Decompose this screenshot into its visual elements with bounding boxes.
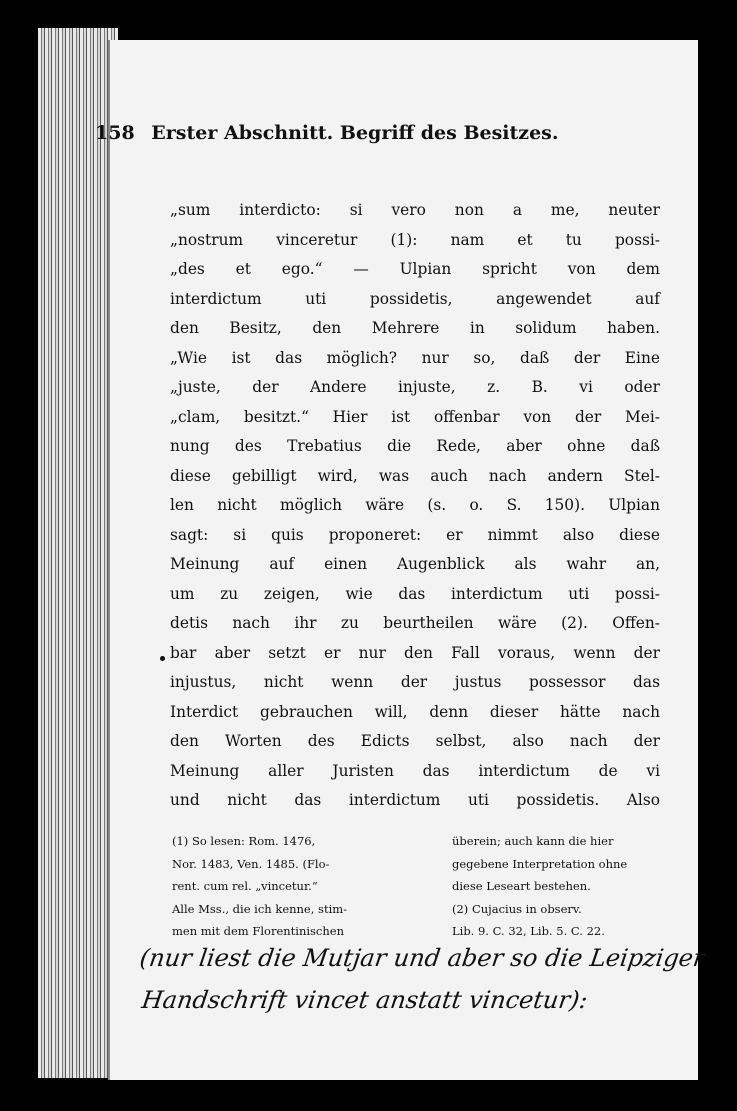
- footnote-line: Alle Mss., die ich kenne, stim-: [172, 901, 348, 916]
- text-line: „sum interdicto: si vero non a me, neuter: [170, 201, 660, 219]
- main-text: [170, 196, 660, 816]
- footnote-line: diese Leseart bestehen.: [452, 879, 591, 894]
- text-line: „des et ego.“ — Ulpian spricht von dem: [170, 260, 660, 278]
- footnote-line: (2) Cujacius in observ.: [452, 901, 582, 916]
- footnote-line: rent. cum rel. „vincetur.“: [172, 879, 318, 894]
- text-line: injustus, nicht wenn der justus possessor das: [170, 673, 660, 691]
- footnote-line: Lib. 9. C. 32, Lib. 5. C. 22.: [452, 924, 605, 939]
- text-line: „nostrum vinceretur (1): nam et tu possi-: [170, 230, 660, 249]
- footnote-line: men mit dem Florentinischen: [172, 924, 344, 939]
- text-line: sagt: si quis proponeret: er nimmt also diese: [170, 525, 660, 544]
- text-line: den Worten des Edicts selbst, also nach der: [170, 732, 660, 750]
- text-line: Meinung auf einen Augenblick als wahr an,: [170, 555, 660, 573]
- running-title: Erster Abschnitt. Begriff des Besitzes.: [151, 122, 559, 144]
- text-line: bar aber setzt er nur den Fall voraus, wenn der: [170, 643, 660, 662]
- footnote-line: (1) So lesen: Rom. 1476,: [172, 834, 316, 848]
- text-line: um zu zeigen, wie das interdictum uti possi-: [170, 584, 660, 603]
- ink-dot: [160, 656, 165, 661]
- footnote-line: Nor. 1483, Ven. 1485. (Flo-: [172, 856, 330, 871]
- text-line: len nicht möglich wäre (s. o. S. 150). Ulpian: [170, 496, 660, 514]
- text-line: „juste, der Andere injuste, z. B. vi oder: [170, 378, 660, 396]
- text-line: diese gebilligt wird, was auch nach andern Stel-: [170, 466, 660, 485]
- footnotes-right-column: [452, 830, 684, 943]
- text-line: interdictum uti possidetis, angewendet auf: [170, 289, 660, 308]
- footnote-line: überein; auch kann die hier: [452, 834, 614, 848]
- footnotes-left-column: [172, 830, 404, 943]
- text-line: „clam, besitzt.“ Hier ist offenbar von der Mei-: [170, 407, 660, 426]
- handwritten-annotation-line: (nur liest die Mutjar und aber so die Leipziger: [138, 944, 707, 972]
- page-edges: [38, 28, 118, 1078]
- text-line: den Besitz, den Mehrere in solidum haben.: [170, 319, 660, 337]
- text-line: Meinung aller Juristen das interdictum de vi: [170, 761, 660, 780]
- text-line: „Wie ist das möglich? nur so, daß der Eine: [170, 348, 660, 367]
- text-line: Interdict gebrauchen will, denn dieser hätte nach: [170, 702, 660, 721]
- running-header: [95, 122, 615, 144]
- handwritten-annotation-line: Handschrift vincet anstatt vincetur):: [140, 986, 590, 1014]
- footnote-line: gegebene Interpretation ohne: [452, 856, 628, 871]
- text-line: nung des Trebatius die Rede, aber ohne daß: [170, 437, 660, 455]
- text-line: und nicht das interdictum uti possidetis. Also: [170, 791, 660, 809]
- text-line: detis nach ihr zu beurtheilen wäre (2). Offen-: [170, 614, 660, 632]
- page-number: 158: [95, 122, 135, 144]
